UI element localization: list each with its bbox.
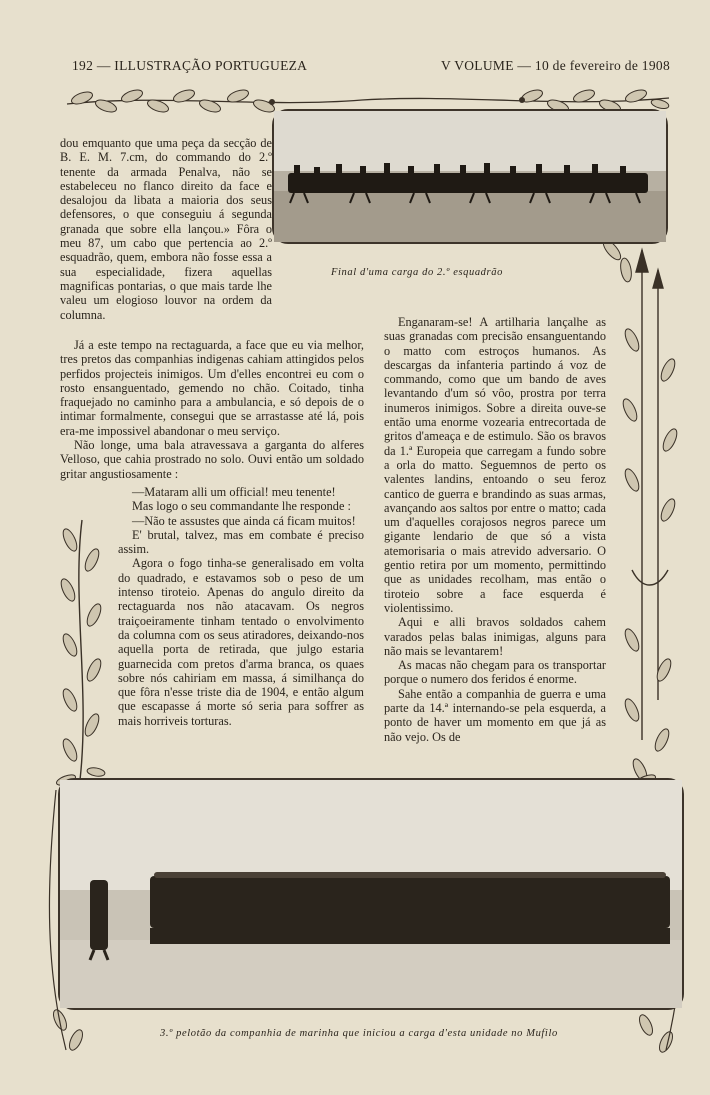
dialog-line: E' brutal, talvez, mas em combate é preciso assim. [118, 527, 364, 557]
paragraph: Já a este tempo na rectaguarda, a face que eu via melhor, tres pretos das companhias indigenas cahiam attingidos pelos perfidos projecteis inimigos. Um d'elles encontrei eu com o rosto ensanguentado, gemendo no chão. Coitado, tinha fraquejado no caminho para a ambulancia, e só depois de o intimar formalmente, consegui que se arrastasse até lá, pois era-me impossivel abandonar o meu serviço. [60, 338, 364, 438]
paragraph: As macas não chegam para os transportar porque o numero dos feridos é enorme. [384, 658, 606, 687]
photo-marine-platoon [58, 778, 684, 1010]
dialog-line: —Não te assustes que ainda cá ficam muitos! [132, 513, 356, 528]
paragraph: Agora o fogo tinha-se generalisado em volta do quadrado, e estavamos sob o peso de um intenso tiroteio. Apenas do angulo direito da rectaguarda nos não atacavam. Os negros traiçoeiramente tinham tentado o envolvimento da columna com os seus atiradores, deixando-nos aquella porta de retirada, que julgo estaria guarnecida com pretos d'arma branca, os quaes sobre nós cahiriam em massa, á similhança do que fôra n'esse triste dia de 1904, e então algum que escapasse á morte só seria para soffrer as mais horriveis torturas. [118, 556, 364, 728]
paragraph: Aqui e alli bravos soldados cahem varados pelas balas inimigas, alguns para não mais se levantarem! [384, 615, 606, 658]
left-column-text-top [60, 136, 272, 322]
photo-cavalry-charge [272, 109, 668, 244]
paragraph: dou emquanto que uma peça da secção de B. E. M. 7.cm, do commando do 2.º tenente da armada Penalva, não se estabeleceu no flanco direito da face e desalojou da libata a maioria dos seus defensores, o que conseguiu á segunda granada que sobre ella lançou.» Fôra o meu 87, um cabo que pertencia ao 2.º esquadrão, quem, embora não fosse essa a sua especialidade, fizera aquellas magnificas pontarias, o que mais tarde lhe valeu um elogioso louvor na ordem da columna. [60, 136, 272, 322]
caption-marine-platoon: 3.º pelotão da companhia de marinha que iniciou a carga d'esta unidade no Mufilo [160, 1028, 558, 1039]
page-number-and-title: 192 — ILLUSTRAÇÃO PORTUGUEZA [72, 58, 308, 73]
left-column-dialog [118, 485, 364, 728]
running-header [72, 58, 670, 76]
left-column-text [60, 338, 364, 481]
paragraph: Não longe, uma bala atravessava a garganta do alferes Velloso, que cahia prostrado no solo. Ouvi então um soldado gritar angustiosamente : [60, 438, 364, 481]
paragraph: Enganaram-se! A artilharia lançalhe as suas granadas com precisão ensanguentando o matto com estroços humanos. As descargas da infanteria partindo á voz de commando, como que um bando de aves levantando d'um só vôo, prostra por terra inumeros inimigos. Sobre a direita ouve-se então uma enorme vozearia entrecortada de gritos d'ameaça e de estimulo. São os bravos da 1.ª Europeia que carregam a fundo sobre a orla do matto. Seguemnos de perto os valentes landins, entoando o seu feroz cantico de guerra e brandindo as suas armas, avançando aos saltos por entre o matto; cada um d'aquelles corajosos negros parece um gigante lendario de que só a vista atemorisaria o mais atrevido adversario. O gentio retira por um momento, permittindo que as unidades recolham, mas então o tiroteio sobre a face esquerda é violentissimo. [384, 315, 606, 615]
dialog-line: —Mataram alli um official! meu tenente! [132, 485, 336, 499]
volume-and-date: V VOLUME — 10 de fevereiro de 1908 [440, 58, 670, 73]
right-column-text [384, 315, 606, 744]
left-laurel-ornament [50, 510, 120, 790]
cavalry-charge-image [274, 111, 666, 242]
paragraph: Sahe então a companhia de guerra e uma parte da 14.ª internando-se pela esquerda, a ponto de haver um momento em que já as não vejo. Os de [384, 686, 606, 744]
marine-platoon-image [60, 780, 682, 1008]
caption-cavalry-charge: Final d'uma carga do 2.º esquadrão [331, 267, 503, 278]
dialog-line: Mas logo o seu commandante lhe responde : [132, 499, 351, 514]
